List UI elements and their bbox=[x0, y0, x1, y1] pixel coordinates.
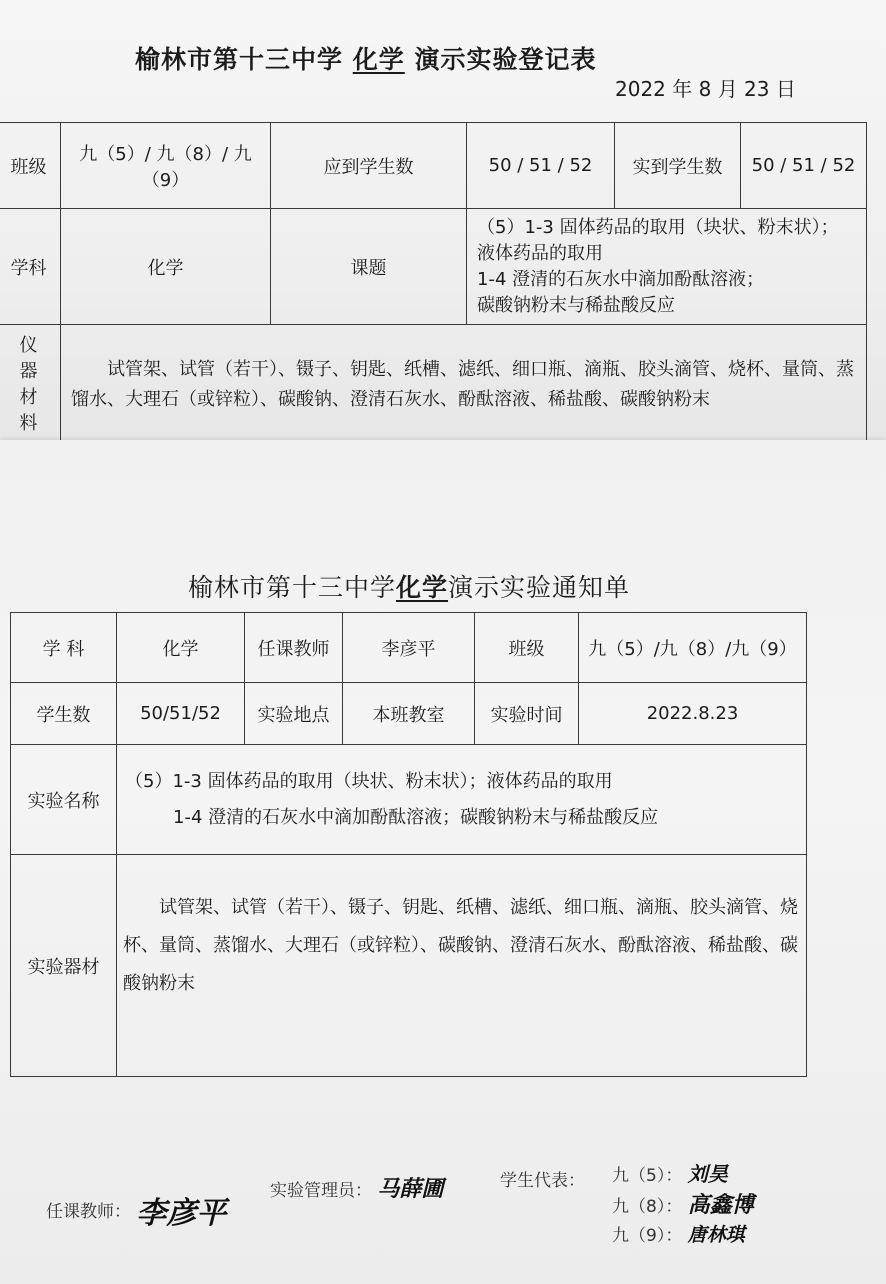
topic-label: 课题 bbox=[271, 209, 467, 325]
experiment-value bbox=[117, 745, 807, 855]
notice-class-value: 九（5）/九（8）/九（9） bbox=[579, 613, 807, 683]
register-title-subject: 化学 bbox=[352, 45, 405, 74]
rep-class: 九（8）： bbox=[612, 1197, 683, 1217]
notice-sheet bbox=[0, 440, 886, 1284]
teacher-signature-row bbox=[46, 1182, 227, 1231]
topic-line: 1-4 澄清的石灰水中滴加酚酞溶液； bbox=[477, 268, 765, 290]
topic-line: 碳酸钠粉末与稀盐酸反应 bbox=[477, 294, 675, 316]
materials-label: 仪器材料 bbox=[0, 325, 61, 445]
manager-sign-label: 实验管理员： bbox=[270, 1181, 372, 1201]
class-value: 九（5）/ 九（8）/ 九（9） bbox=[61, 123, 271, 209]
topic-line: （5）1-3 固体药品的取用（块状、粉末状）； bbox=[477, 216, 839, 238]
rep-signature: 高鑫博 bbox=[687, 1192, 754, 1218]
register-table bbox=[0, 122, 867, 445]
register-sheet bbox=[0, 0, 886, 462]
location-value: 本班教室 bbox=[343, 683, 475, 745]
students-value: 50/51/52 bbox=[117, 683, 245, 745]
time-value: 2022.8.23 bbox=[579, 683, 807, 745]
teacher-signature: 李彦平 bbox=[136, 1196, 227, 1231]
manager-signature-row bbox=[270, 1172, 443, 1203]
class-label: 班级 bbox=[0, 123, 61, 209]
students-label: 学生数 bbox=[11, 683, 117, 745]
expected-value: 50 / 51 / 52 bbox=[467, 123, 615, 209]
time-label: 实验时间 bbox=[475, 683, 579, 745]
notice-subject-label: 学 科 bbox=[11, 613, 117, 683]
rep-signature: 唐林琪 bbox=[687, 1224, 745, 1246]
manager-signature: 马薛圃 bbox=[377, 1176, 444, 1202]
rep-signature-label: 学生代表： bbox=[500, 1171, 585, 1191]
notice-title: 榆林市第十三中学化学演示实验通知单 bbox=[188, 573, 631, 602]
teacher-sign-label: 任课教师： bbox=[46, 1202, 131, 1222]
register-title: 榆林市第十三中学 化学 演示实验登记表 bbox=[135, 45, 597, 74]
rep-class: 九（9）： bbox=[612, 1226, 683, 1246]
teacher-label: 任课教师 bbox=[245, 613, 343, 683]
subject-label: 学科 bbox=[0, 209, 61, 325]
notice-subject-value: 化学 bbox=[117, 613, 245, 683]
equipment-label: 实验器材 bbox=[11, 855, 117, 1077]
actual-label: 实到学生数 bbox=[615, 123, 741, 209]
location-label: 实验地点 bbox=[245, 683, 343, 745]
rep-row bbox=[612, 1188, 754, 1219]
experiment-line: （5）1-3 固体药品的取用（块状、粉末状）；液体药品的取用 bbox=[125, 770, 613, 792]
rep-row bbox=[612, 1158, 728, 1187]
materials-value: 试管架、试管（若干）、镊子、钥匙、纸槽、滤纸、细口瓶、滴瓶、胶头滴管、烧杯、量筒、蒸馏水、大理石（或锌粒）、碳酸钠、澄清石灰水、酚酞溶液、稀盐酸、碳酸钠粉末 bbox=[61, 325, 867, 445]
actual-value: 50 / 51 / 52 bbox=[741, 123, 867, 209]
teacher-value: 李彦平 bbox=[343, 613, 475, 683]
notice-table bbox=[10, 612, 807, 1077]
rep-signature: 刘昊 bbox=[687, 1162, 728, 1186]
topic-value bbox=[467, 209, 867, 325]
subject-value: 化学 bbox=[61, 209, 271, 325]
rep-class: 九（5）： bbox=[612, 1166, 683, 1186]
notice-class-label: 班级 bbox=[475, 613, 579, 683]
experiment-label: 实验名称 bbox=[11, 745, 117, 855]
notice-title-subject: 化学 bbox=[396, 573, 449, 602]
equipment-value: 试管架、试管（若干）、镊子、钥匙、纸槽、滤纸、细口瓶、滴瓶、胶头滴管、烧杯、量筒、蒸馏水、大理石（或锌粒）、碳酸钠、澄清石灰水、酚酞溶液、稀盐酸、碳酸钠粉末 bbox=[117, 855, 807, 1077]
rep-row bbox=[612, 1220, 745, 1247]
topic-line: 液体药品的取用 bbox=[477, 242, 603, 264]
experiment-line: 1-4 澄清的石灰水中滴加酚酞溶液；碳酸钠粉末与稀盐酸反应 bbox=[173, 806, 659, 828]
expected-label: 应到学生数 bbox=[271, 123, 467, 209]
register-date: 2022 年 8 月 23 日 bbox=[615, 77, 796, 101]
